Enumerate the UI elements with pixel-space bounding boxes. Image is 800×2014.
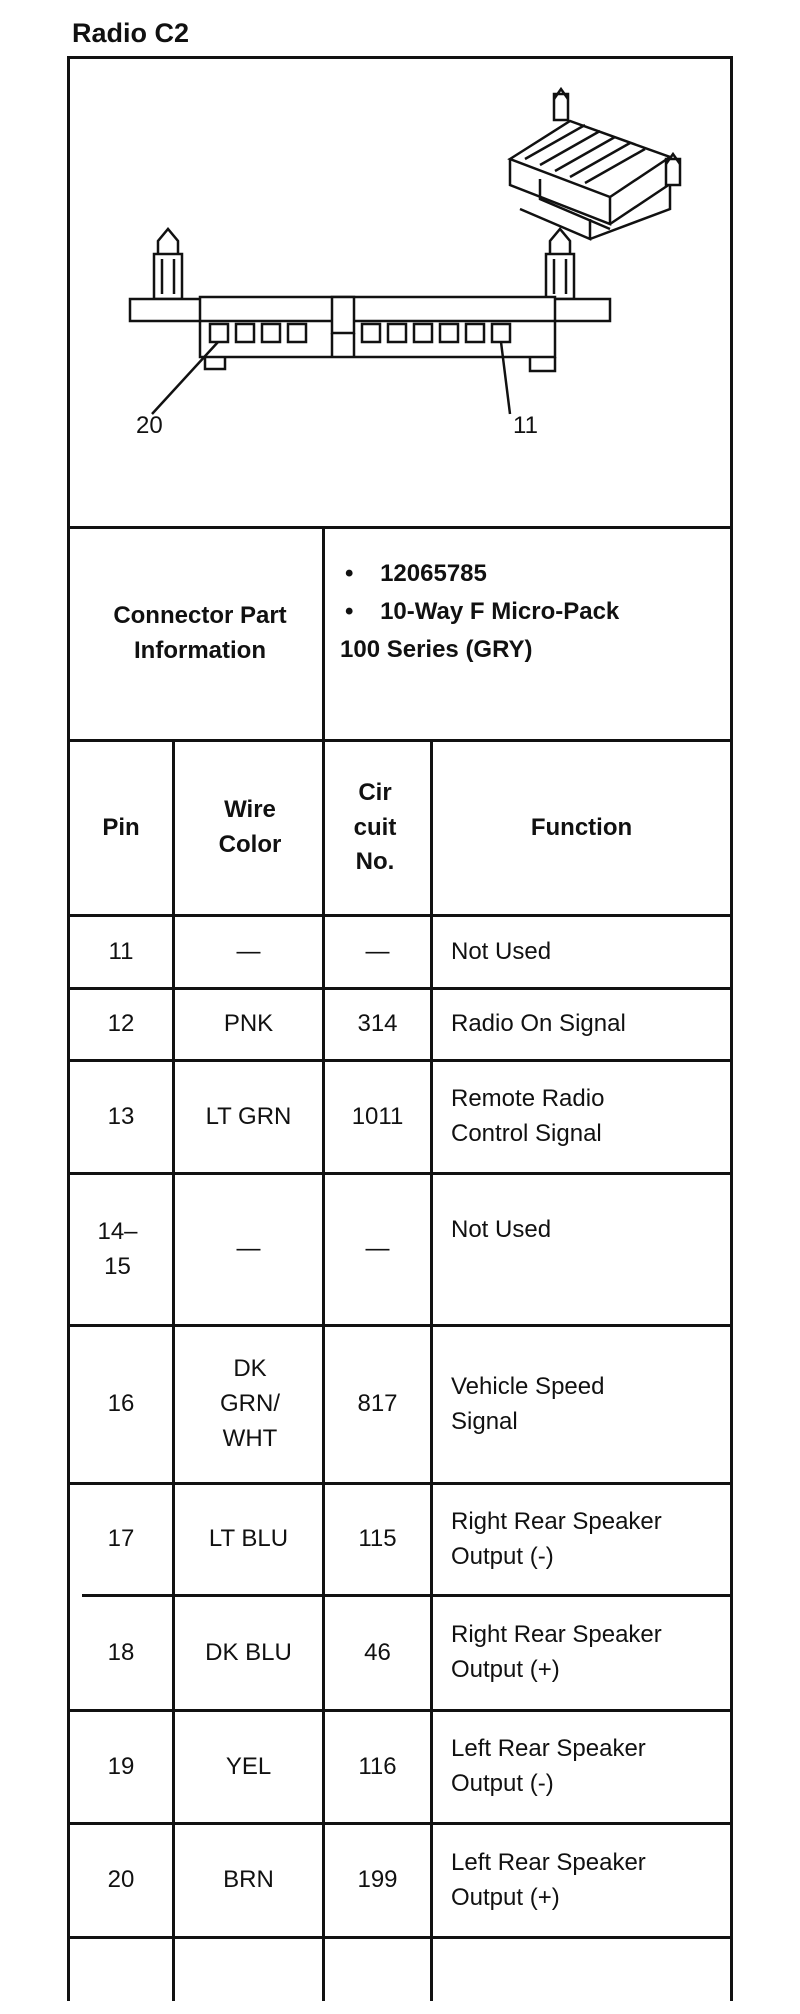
table-row-function: Right Rear Speaker Output (-) bbox=[451, 1507, 662, 1570]
header-pin: Pin bbox=[102, 813, 140, 841]
table-row-function: Remote Radio Control Signal bbox=[451, 1085, 605, 1147]
table-row-circuit: 46 bbox=[364, 1638, 391, 1666]
table-row-pin: 18 bbox=[107, 1638, 135, 1666]
table-row-pin: 14–15 bbox=[97, 1217, 138, 1280]
header-wire-color: Wire Color bbox=[218, 796, 282, 858]
table-row-color: YEL bbox=[225, 1752, 272, 1780]
table-row-color: DK BLU bbox=[205, 1638, 292, 1666]
table-row-function: Radio On Signal bbox=[451, 1010, 626, 1038]
table-row-function: Left Rear Speaker Output (-) bbox=[451, 1735, 646, 1797]
table-row-pin: 20 bbox=[107, 1866, 135, 1894]
left-latch bbox=[154, 229, 182, 299]
right-latch bbox=[546, 229, 574, 299]
table-row-color: LT GRN bbox=[205, 1102, 292, 1130]
header-function: Function bbox=[530, 813, 633, 841]
pin-20-label: 20 bbox=[136, 412, 163, 439]
table-row-circuit: 116 bbox=[358, 1752, 397, 1780]
table-row-circuit: 817 bbox=[357, 1390, 398, 1418]
divider bbox=[67, 1936, 733, 1939]
table-row-circuit: — bbox=[365, 1235, 390, 1263]
part-info-details bbox=[340, 555, 620, 669]
table-row-color: DK GRN/ WHT bbox=[220, 1355, 280, 1452]
table-row-circuit: — bbox=[365, 937, 390, 965]
table-row-function: Not Used bbox=[451, 937, 552, 965]
part-number: • 12065785 bbox=[345, 555, 619, 593]
table-row-function: Not Used bbox=[451, 1215, 552, 1243]
pin-11-label: 11 bbox=[513, 412, 538, 439]
part-series: 100 Series (GRY) bbox=[340, 636, 533, 663]
table-row-function: Left Rear Speaker Output (+) bbox=[451, 1848, 646, 1911]
table-row-circuit: 115 bbox=[358, 1525, 397, 1553]
part-description: • 10-Way F Micro-Pack bbox=[345, 593, 619, 631]
table-row-circuit: 1011 bbox=[351, 1102, 404, 1130]
table-row-color: BRN bbox=[223, 1866, 274, 1894]
table-row-function: Vehicle Speed Signal bbox=[451, 1372, 605, 1435]
table-row-color: LT BLU bbox=[208, 1525, 289, 1553]
table-row-pin: 12 bbox=[107, 1010, 135, 1038]
table-row-pin: 16 bbox=[107, 1390, 135, 1418]
table-row-circuit: 199 bbox=[357, 1866, 398, 1894]
connector-thumbnail-icon bbox=[510, 89, 680, 239]
part-info-label: Connector Part Information bbox=[113, 602, 287, 664]
table-row-pin: 19 bbox=[107, 1752, 135, 1780]
table-row-color: — bbox=[236, 937, 261, 965]
connector-diagram bbox=[70, 59, 730, 537]
table-row-color: — bbox=[236, 1235, 261, 1263]
table-row-pin: 17 bbox=[107, 1525, 135, 1553]
table-row-function: Right Rear Speaker Output (+) bbox=[451, 1621, 662, 1683]
table-row-circuit: 314 bbox=[357, 1010, 398, 1038]
table-row-pin: 11 bbox=[108, 937, 134, 965]
table-row-pin: 13 bbox=[107, 1102, 135, 1130]
divider bbox=[322, 526, 325, 739]
page-title: Radio C2 bbox=[72, 18, 190, 48]
table-row-color: PNK bbox=[223, 1010, 274, 1038]
header-circuit: Cir cuit No. bbox=[353, 778, 397, 876]
